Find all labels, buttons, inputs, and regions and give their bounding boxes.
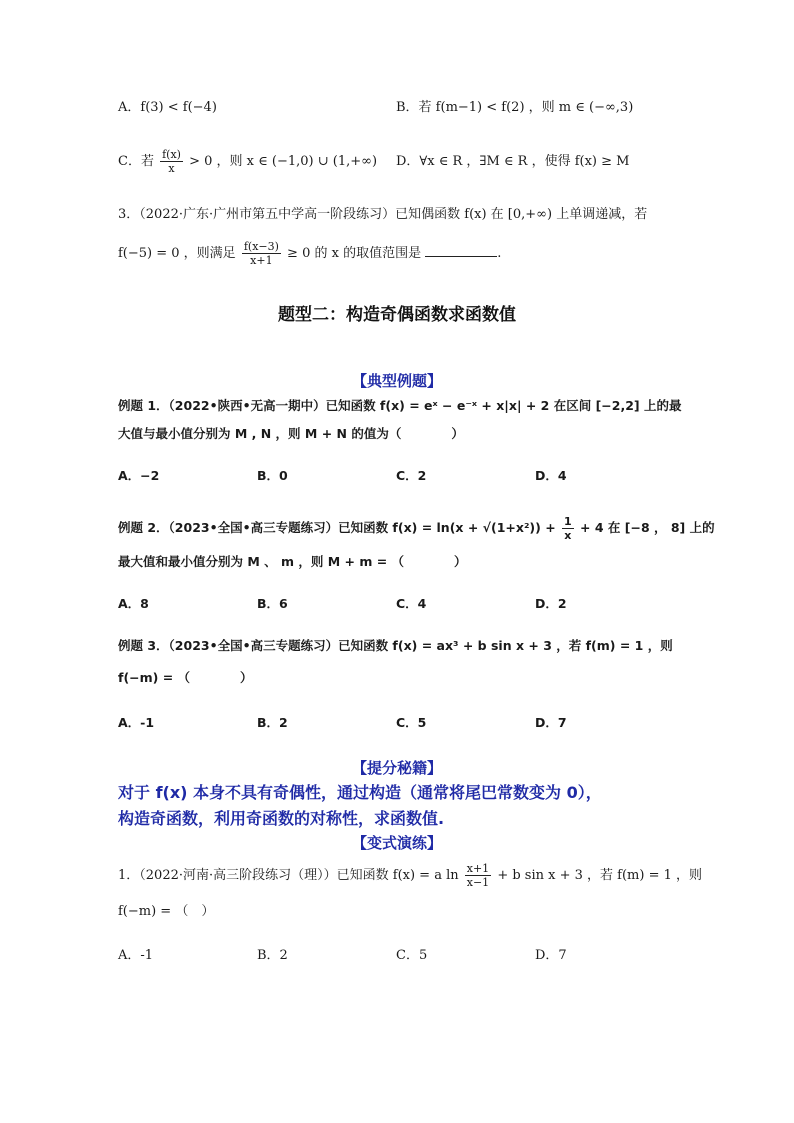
v1-option-c: C．5 [396, 948, 428, 963]
ex1-option-b: B．0 [257, 468, 288, 483]
option-c-suffix: > 0 ，则 x ∈ (−1,0) ∪ (1,+∞) [189, 154, 378, 169]
ex2-line2: 最大值和最小值分别为 M 、 m ，则 M + m = （ ） [118, 554, 467, 569]
q3-end: . [497, 246, 502, 261]
ex2-option-a: A．8 [118, 596, 149, 611]
q3-prefix: f(−5) = 0 ，则满足 [118, 246, 236, 261]
option-c-prefix: C．若 [118, 154, 154, 169]
q3-line1: 3．（2022·广东·广州市第五中学高一阶段练习）已知偶函数 f(x) 在 [0,+∞) 上单调递减，若 [118, 207, 648, 222]
tips-line2: 构造奇函数，利用奇函数的对称性，求函数值. [118, 809, 445, 828]
fraction-numerator: f(x) [162, 148, 181, 161]
option-c [118, 148, 377, 175]
section-title: 题型二：构造奇偶函数求函数值 [278, 305, 516, 325]
fraction-denominator: x+1 [250, 254, 273, 267]
ex3-option-c: C．5 [396, 715, 427, 730]
q3-line2 [118, 240, 501, 267]
tips-header: 【提分秘籍】 [351, 759, 442, 777]
ex3-option-d: D．7 [535, 715, 567, 730]
fraction-denominator: x−1 [466, 876, 490, 889]
tips-line1: 对于 f(x) 本身不具有奇偶性，通过构造（通常将尾巴常数变为 0）， [118, 783, 602, 802]
v1-line2: f(−m) = （ ） [118, 904, 215, 919]
typical-examples-header: 【典型例题】 [351, 372, 442, 390]
fraction-numerator: 1 [564, 515, 572, 528]
v1-line1 [118, 862, 702, 889]
v1-option-b: B．2 [257, 948, 288, 963]
fraction-denominator: x [564, 529, 572, 542]
ex2-option-d: D．2 [535, 596, 567, 611]
option-b: B．若 f(m−1) < f(2) ，则 m ∈ (−∞,3) [396, 100, 634, 115]
ex1-line1: 例题 1．（2022•陕西•无高一期中）已知函数 f(x) = eˣ − e⁻ˣ + x|x| + 2 在区间 [−2,2] 上的最 [118, 398, 682, 413]
ex1-option-c: C．2 [396, 468, 427, 483]
v1-option-d: D．7 [535, 948, 567, 963]
ex3-line2: f(−m) = （ ） [118, 670, 253, 685]
v1-option-a: A．-1 [118, 948, 154, 963]
ex1-line2: 大值与最小值分别为 M , N ，则 M + N 的值为（ ） [118, 426, 464, 441]
ex2-prefix: 例题 2．（2023•全国•高三专题练习）已知函数 f(x) = ln(x + √(1+x²)) + [118, 520, 556, 535]
answer-blank[interactable] [425, 244, 497, 257]
variant-practice-header: 【变式演练】 [351, 834, 442, 852]
ex2-option-c: C．4 [396, 596, 427, 611]
ex1-option-a: A．−2 [118, 468, 160, 483]
option-c-fraction [160, 148, 183, 175]
ex2-fraction [562, 515, 574, 542]
v1-prefix: 1．（2022·河南·高三阶段练习（理））已知函数 f(x) = a ln [118, 868, 459, 883]
ex2-option-b: B．6 [257, 596, 288, 611]
v1-fraction [465, 862, 491, 889]
option-a: A．f(3) < f(−4) [118, 100, 217, 115]
ex2-suffix: + 4 在 [−8 ， 8] 上的 [580, 520, 715, 535]
fraction-numerator: x+1 [466, 862, 490, 875]
fraction-numerator: f(x−3) [243, 240, 279, 253]
ex1-option-d: D．4 [535, 468, 567, 483]
q3-suffix: ≥ 0 的 x 的取值范围是 [287, 246, 422, 261]
ex2-line1 [118, 515, 715, 542]
option-d: D．∀x ∈ R ，∃M ∈ R ，使得 f(x) ≥ M [396, 154, 630, 169]
ex3-option-a: A．-1 [118, 715, 155, 730]
ex3-option-b: B．2 [257, 715, 288, 730]
q3-fraction [242, 240, 281, 267]
ex3-line1: 例题 3．（2023•全国•高三专题练习）已知函数 f(x) = ax³ + b sin x + 3 ，若 f(m) = 1 ，则 [118, 638, 673, 653]
v1-suffix: + b sin x + 3 ，若 f(m) = 1 ，则 [497, 868, 702, 883]
fraction-denominator: x [168, 162, 175, 175]
